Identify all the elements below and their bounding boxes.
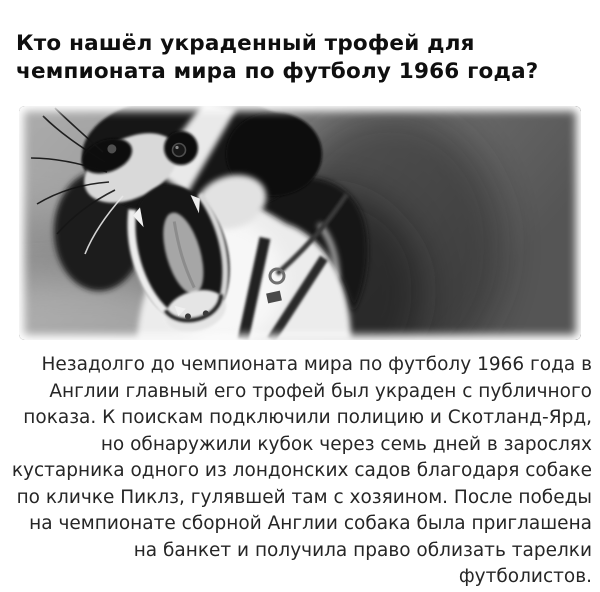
question-title: Кто нашёл украденный трофей для чемпионата мира по футболу 1966 года? — [16, 31, 539, 84]
dog-photo — [19, 106, 581, 340]
dog-photo-illustration — [19, 106, 581, 340]
answer-text: Незадолго до чемпионата мира по футболу 1966 года в Англии главный его трофей был украден с публичного показа. К поискам подключили полицию и Скотланд-Ярд, но обнаружили кубок через семь дней в зарослях кустарника одного из лондонских садов благодаря собаке по кличке Пиклз, гулявшей там с хозяином. После победы на чемпионате сборной Англии собака была приглашена на банкет и получила право облизать тарелки футболистов. — [11, 354, 592, 587]
